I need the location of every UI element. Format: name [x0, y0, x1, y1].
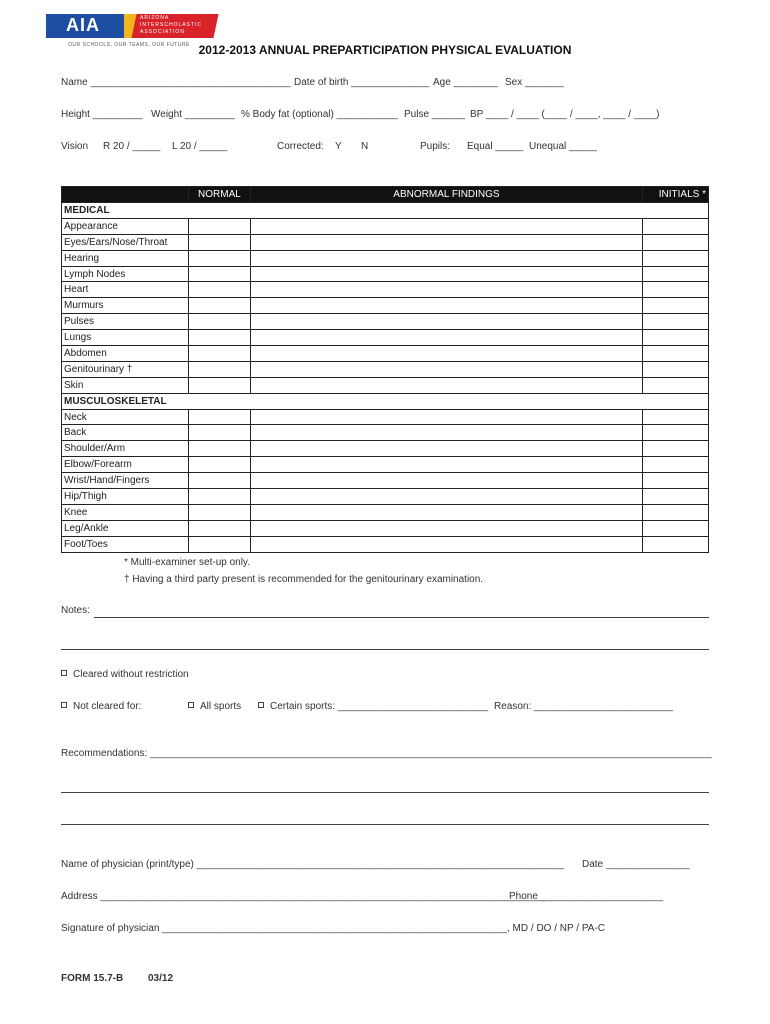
section-spacer — [188, 393, 250, 409]
sex-field[interactable]: Sex _______ — [505, 77, 564, 88]
row-label: Pulses — [62, 314, 189, 330]
table-row — [62, 266, 709, 282]
header-initials: INITIALS * — [643, 187, 709, 203]
physician-name-field[interactable]: Name of physician (print/type) __________________________________________________________________ — [61, 859, 564, 870]
normal-cell[interactable] — [188, 425, 250, 441]
row-label: Heart — [62, 282, 189, 298]
row-label: Back — [62, 425, 189, 441]
row-label: Shoulder/Arm — [62, 441, 189, 457]
abnormal-cell[interactable] — [250, 250, 642, 266]
bodyfat-field[interactable]: % Body fat (optional) ___________ — [241, 109, 398, 120]
abnormal-cell[interactable] — [250, 298, 642, 314]
signature-line[interactable]: Signature of physician ______________________________________________________________ — [61, 923, 507, 934]
table-row — [62, 314, 709, 330]
normal-cell[interactable] — [188, 266, 250, 282]
not-cleared-label: Not cleared for: — [73, 701, 142, 712]
row-label: Elbow/Forearm — [62, 457, 189, 473]
header-normal: NORMAL — [188, 187, 250, 203]
certain-sports-field[interactable]: Certain sports: ___________________________ — [270, 701, 488, 712]
section-spacer — [643, 393, 709, 409]
section-spacer — [643, 203, 709, 219]
table-row — [62, 250, 709, 266]
footnote-third-party: † Having a third party present is recommended for the genitourinary examination. — [124, 574, 484, 585]
initials-cell[interactable] — [643, 330, 709, 346]
checkbox-icon[interactable] — [188, 702, 194, 708]
abnormal-cell[interactable] — [250, 520, 642, 536]
initials-cell[interactable] — [643, 314, 709, 330]
footnote-multi: * Multi-examiner set-up only. — [124, 557, 250, 568]
certain-sports-option[interactable] — [258, 701, 488, 712]
normal-cell[interactable] — [188, 234, 250, 250]
initials-cell[interactable] — [643, 536, 709, 552]
notes-line[interactable] — [61, 649, 709, 650]
section-row — [62, 393, 709, 409]
table-row — [62, 520, 709, 536]
form-number: FORM 15.7-B — [61, 973, 124, 984]
not-cleared-option[interactable] — [61, 701, 141, 712]
abnormal-cell[interactable] — [250, 504, 642, 520]
name-field[interactable]: Name ____________________________________ — [61, 77, 291, 88]
normal-cell[interactable] — [188, 441, 250, 457]
corrected-label: Corrected: — [277, 141, 324, 152]
section-title: MEDICAL — [62, 203, 189, 219]
normal-cell[interactable] — [188, 330, 250, 346]
normal-cell[interactable] — [188, 489, 250, 505]
checkbox-icon[interactable] — [61, 702, 67, 708]
header-abnormal: ABNORMAL FINDINGS — [250, 187, 642, 203]
normal-cell[interactable] — [188, 282, 250, 298]
normal-cell[interactable] — [188, 346, 250, 362]
abnormal-cell[interactable] — [250, 441, 642, 457]
abnormal-cell[interactable] — [250, 346, 642, 362]
normal-cell[interactable] — [188, 298, 250, 314]
weight-field[interactable]: Weight _________ — [151, 109, 235, 120]
credential-suffix: , MD / DO / NP / PA-C — [507, 923, 605, 934]
section-title: MUSCULOSKELETAL — [62, 393, 189, 409]
table-row — [62, 425, 709, 441]
logo-assoc-line: INTERSCHOLASTIC — [140, 22, 202, 28]
initials-cell[interactable] — [643, 489, 709, 505]
initials-cell[interactable] — [643, 457, 709, 473]
normal-cell[interactable] — [188, 377, 250, 393]
recommendations-line[interactable] — [61, 824, 709, 825]
dob-field[interactable]: Date of birth ______________ — [294, 77, 430, 88]
form-date: 03/12 — [148, 973, 174, 984]
bp-field[interactable]: BP ____ / ____ (____ / ____, ____ / ____) — [470, 109, 660, 120]
table-row — [62, 282, 709, 298]
row-label: Hip/Thigh — [62, 489, 189, 505]
initials-cell[interactable] — [643, 250, 709, 266]
logo-text: AIA — [66, 15, 100, 35]
corrected-no[interactable]: N — [361, 141, 369, 152]
vision-left-field[interactable]: L 20 / _____ — [172, 141, 228, 152]
all-sports-option[interactable] — [188, 701, 241, 712]
signature-field[interactable] — [61, 923, 605, 934]
vision-label: Vision — [61, 141, 89, 152]
pupils-unequal-field[interactable]: Unequal _____ — [529, 141, 597, 152]
initials-cell[interactable] — [643, 361, 709, 377]
initials-cell[interactable] — [643, 234, 709, 250]
initials-cell[interactable] — [643, 266, 709, 282]
recommendations-field[interactable]: Recommendations: _____________________________________________________________________________________________________ — [61, 748, 712, 759]
logo-assoc-line: ARIZONA — [140, 15, 170, 21]
pupils-equal-field[interactable]: Equal _____ — [467, 141, 524, 152]
abnormal-cell[interactable] — [250, 361, 642, 377]
initials-cell[interactable] — [643, 409, 709, 425]
age-field[interactable]: Age ________ — [433, 77, 499, 88]
abnormal-cell[interactable] — [250, 536, 642, 552]
section-spacer — [188, 203, 250, 219]
vision-right-field[interactable]: R 20 / _____ — [103, 141, 161, 152]
section-spacer — [250, 203, 642, 219]
address-field[interactable]: Address ________________________________________________________________________________ — [61, 891, 546, 902]
row-label: Neck — [62, 409, 189, 425]
abnormal-cell[interactable] — [250, 377, 642, 393]
abnormal-cell[interactable] — [250, 282, 642, 298]
recommendations-line[interactable] — [61, 792, 709, 793]
table-row — [62, 504, 709, 520]
normal-cell[interactable] — [188, 361, 250, 377]
row-label: Wrist/Hand/Fingers — [62, 473, 189, 489]
row-label: Lungs — [62, 330, 189, 346]
section-spacer — [250, 393, 642, 409]
checkbox-icon[interactable] — [258, 702, 264, 708]
corrected-yes[interactable]: Y — [335, 141, 342, 152]
table-row — [62, 489, 709, 505]
table-row — [62, 536, 709, 552]
table-row — [62, 473, 709, 489]
abnormal-cell[interactable] — [250, 473, 642, 489]
table-row — [62, 298, 709, 314]
normal-cell[interactable] — [188, 457, 250, 473]
table-row — [62, 409, 709, 425]
initials-cell[interactable] — [643, 218, 709, 234]
initials-cell[interactable] — [643, 425, 709, 441]
phone-field[interactable]: Phone ______________________ — [509, 891, 664, 902]
header-item — [62, 187, 189, 203]
cleared-label: Cleared without restriction — [73, 669, 189, 680]
date-field[interactable]: Date _______________ — [582, 859, 690, 870]
abnormal-cell[interactable] — [250, 330, 642, 346]
table-row — [62, 457, 709, 473]
table-row — [62, 330, 709, 346]
initials-cell[interactable] — [643, 298, 709, 314]
initials-cell[interactable] — [643, 504, 709, 520]
normal-cell[interactable] — [188, 250, 250, 266]
initials-cell[interactable] — [643, 473, 709, 489]
pupils-label: Pupils: — [420, 141, 451, 152]
all-sports-label: All sports — [200, 701, 242, 712]
notes-label: Notes: — [61, 605, 90, 616]
row-label: Eyes/Ears/Nose/Throat — [62, 234, 189, 250]
table-row — [62, 346, 709, 362]
row-label: Lymph Nodes — [62, 266, 189, 282]
normal-cell[interactable] — [188, 314, 250, 330]
abnormal-cell[interactable] — [250, 314, 642, 330]
initials-cell[interactable] — [643, 520, 709, 536]
table-row — [62, 234, 709, 250]
table-row — [62, 218, 709, 234]
cleared-option[interactable] — [61, 669, 189, 680]
height-field[interactable]: Height _________ — [61, 109, 143, 120]
notes-line[interactable] — [94, 617, 709, 618]
initials-cell[interactable] — [643, 441, 709, 457]
logo-assoc-line: ASSOCIATION — [140, 29, 185, 35]
initials-cell[interactable] — [643, 377, 709, 393]
abnormal-cell[interactable] — [250, 409, 642, 425]
row-label: Knee — [62, 504, 189, 520]
normal-cell[interactable] — [188, 218, 250, 234]
row-label: Abdomen — [62, 346, 189, 362]
table-row — [62, 441, 709, 457]
abnormal-cell[interactable] — [250, 218, 642, 234]
abnormal-cell[interactable] — [250, 489, 642, 505]
row-label: Leg/Ankle — [62, 520, 189, 536]
normal-cell[interactable] — [188, 536, 250, 552]
table-row — [62, 361, 709, 377]
normal-cell[interactable] — [188, 520, 250, 536]
abnormal-cell[interactable] — [250, 234, 642, 250]
row-label: Foot/Toes — [62, 536, 189, 552]
logo-tagline: OUR SCHOOLS, OUR TEAMS, OUR FUTURE — [68, 42, 190, 48]
section-row — [62, 203, 709, 219]
row-label: Hearing — [62, 250, 189, 266]
logo-association — [140, 15, 202, 36]
checkbox-icon[interactable] — [61, 670, 67, 676]
initials-cell[interactable] — [643, 282, 709, 298]
normal-cell[interactable] — [188, 504, 250, 520]
pulse-field[interactable]: Pulse ______ — [404, 109, 466, 120]
form-title: 2012-2013 ANNUAL PREPARTICIPATION PHYSICAL EVALUATION — [198, 43, 572, 57]
row-label: Skin — [62, 377, 189, 393]
table-header-row — [62, 187, 709, 203]
abnormal-cell[interactable] — [250, 457, 642, 473]
evaluation-table — [61, 186, 709, 553]
table-row — [62, 377, 709, 393]
initials-cell[interactable] — [643, 346, 709, 362]
normal-cell[interactable] — [188, 409, 250, 425]
row-label: Murmurs — [62, 298, 189, 314]
normal-cell[interactable] — [188, 473, 250, 489]
row-label: Genitourinary † — [62, 361, 189, 377]
abnormal-cell[interactable] — [250, 266, 642, 282]
abnormal-cell[interactable] — [250, 425, 642, 441]
row-label: Appearance — [62, 218, 189, 234]
reason-field[interactable]: Reason: _________________________ — [494, 701, 674, 712]
